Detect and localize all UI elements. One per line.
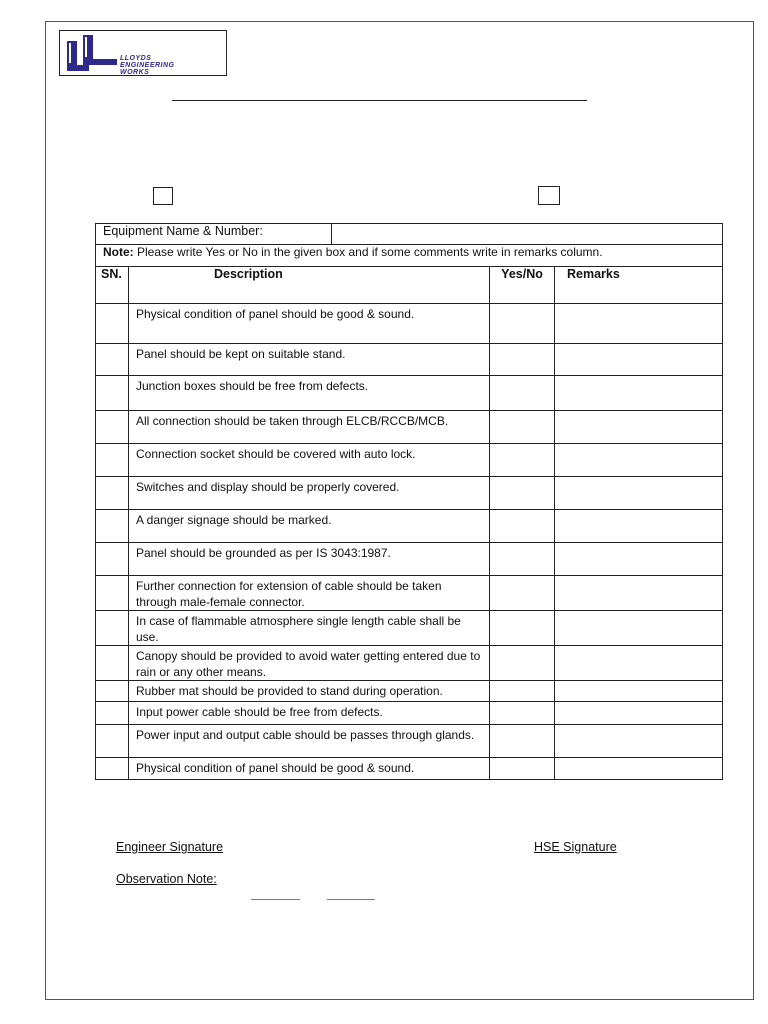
- equipment-label: Equipment Name & Number:: [96, 224, 332, 245]
- description-cell: Panel should be kept on suitable stand.: [129, 344, 490, 376]
- yes-no-cell[interactable]: [490, 304, 555, 344]
- yes-no-cell[interactable]: [490, 576, 555, 611]
- remarks-cell[interactable]: [555, 444, 723, 477]
- yes-no-cell[interactable]: [490, 344, 555, 376]
- table-row: [96, 702, 723, 725]
- description-cell: A danger signage should be marked.: [129, 510, 490, 543]
- table-row: [96, 611, 723, 646]
- remarks-cell[interactable]: [555, 725, 723, 758]
- header-remarks: Remarks: [555, 267, 723, 304]
- logo-text: [120, 55, 175, 76]
- remarks-cell[interactable]: [555, 758, 723, 780]
- yes-no-cell[interactable]: [490, 543, 555, 576]
- remarks-cell[interactable]: [555, 702, 723, 725]
- sn-cell: [96, 681, 129, 702]
- yes-no-cell[interactable]: [490, 376, 555, 411]
- checklist-table: [95, 223, 723, 780]
- sn-cell: [96, 477, 129, 510]
- table-row: [96, 646, 723, 681]
- sn-cell: [96, 376, 129, 411]
- remarks-cell[interactable]: [555, 611, 723, 646]
- header-sn: SN.: [96, 267, 129, 304]
- table-row: [96, 758, 723, 780]
- sn-cell: [96, 611, 129, 646]
- description-cell: Canopy should be provided to avoid water getting entered due to rain or any other means.: [129, 646, 490, 681]
- table-row: [96, 376, 723, 411]
- checkbox-right[interactable]: [538, 186, 560, 205]
- remarks-cell[interactable]: [555, 477, 723, 510]
- header-description: Description: [129, 267, 490, 304]
- table-row: [96, 576, 723, 611]
- company-logo: [59, 30, 227, 76]
- table-row: [96, 304, 723, 344]
- description-cell: Input power cable should be free from defects.: [129, 702, 490, 725]
- sn-cell: [96, 646, 129, 681]
- table-row: [96, 411, 723, 444]
- yes-no-cell[interactable]: [490, 611, 555, 646]
- remarks-cell[interactable]: [555, 681, 723, 702]
- remarks-cell[interactable]: [555, 344, 723, 376]
- equipment-input[interactable]: [332, 224, 723, 245]
- logo-line-2: ENGINEERING: [120, 62, 175, 69]
- sn-cell: [96, 411, 129, 444]
- sn-cell: [96, 510, 129, 543]
- remarks-cell[interactable]: [555, 646, 723, 681]
- description-cell: In case of flammable atmosphere single length cable shall be use.: [129, 611, 490, 646]
- yes-no-cell[interactable]: [490, 444, 555, 477]
- observation-line-2[interactable]: [327, 899, 375, 900]
- yes-no-cell[interactable]: [490, 477, 555, 510]
- sn-cell: [96, 758, 129, 780]
- table-row: [96, 725, 723, 758]
- note-cell: [96, 245, 723, 267]
- table-row: [96, 444, 723, 477]
- yes-no-cell[interactable]: [490, 411, 555, 444]
- table-row: [96, 477, 723, 510]
- sn-cell: [96, 344, 129, 376]
- remarks-cell[interactable]: [555, 510, 723, 543]
- remarks-cell[interactable]: [555, 376, 723, 411]
- header-yes-no: Yes/No: [490, 267, 555, 304]
- table-row: [96, 344, 723, 376]
- description-cell: Physical condition of panel should be good & sound.: [129, 758, 490, 780]
- note-label: Note:: [103, 245, 134, 259]
- yes-no-cell[interactable]: [490, 758, 555, 780]
- remarks-cell[interactable]: [555, 411, 723, 444]
- description-cell: Physical condition of panel should be good & sound.: [129, 304, 490, 344]
- observation-note-label: Observation Note:: [116, 872, 217, 886]
- description-cell: Panel should be grounded as per IS 3043:1987.: [129, 543, 490, 576]
- description-cell: Rubber mat should be provided to stand during operation.: [129, 681, 490, 702]
- engineer-signature-label: Engineer Signature: [116, 840, 224, 854]
- description-cell: All connection should be taken through ELCB/RCCB/MCB.: [129, 411, 490, 444]
- logo-mark-icon: [64, 33, 120, 75]
- checkbox-left[interactable]: [153, 187, 173, 205]
- sn-cell: [96, 702, 129, 725]
- remarks-cell[interactable]: [555, 304, 723, 344]
- note-text: Please write Yes or No in the given box and if some comments write in remarks column.: [133, 245, 603, 259]
- sn-cell: [96, 543, 129, 576]
- table-row: [96, 681, 723, 702]
- description-cell: Switches and display should be properly covered.: [129, 477, 490, 510]
- remarks-cell[interactable]: [555, 543, 723, 576]
- sn-cell: [96, 725, 129, 758]
- sn-cell: [96, 576, 129, 611]
- logo-line-1: LLOYDS: [120, 55, 152, 62]
- sn-cell: [96, 444, 129, 477]
- description-cell: Junction boxes should be free from defects.: [129, 376, 490, 411]
- yes-no-cell[interactable]: [490, 646, 555, 681]
- table-row: [96, 543, 723, 576]
- remarks-cell[interactable]: [555, 576, 723, 611]
- logo-line-3: WORKS: [120, 69, 150, 76]
- sn-cell: [96, 304, 129, 344]
- hse-signature-label: HSE Signature: [534, 840, 617, 854]
- yes-no-cell[interactable]: [490, 510, 555, 543]
- description-cell: Further connection for extension of cable should be taken through male-female connector.: [129, 576, 490, 611]
- observation-line-1[interactable]: [251, 899, 300, 900]
- yes-no-cell[interactable]: [490, 702, 555, 725]
- yes-no-cell[interactable]: [490, 725, 555, 758]
- description-cell: Power input and output cable should be passes through glands.: [129, 725, 490, 758]
- description-cell: Connection socket should be covered with auto lock.: [129, 444, 490, 477]
- yes-no-cell[interactable]: [490, 681, 555, 702]
- table-row: [96, 510, 723, 543]
- title-underline: [172, 100, 587, 101]
